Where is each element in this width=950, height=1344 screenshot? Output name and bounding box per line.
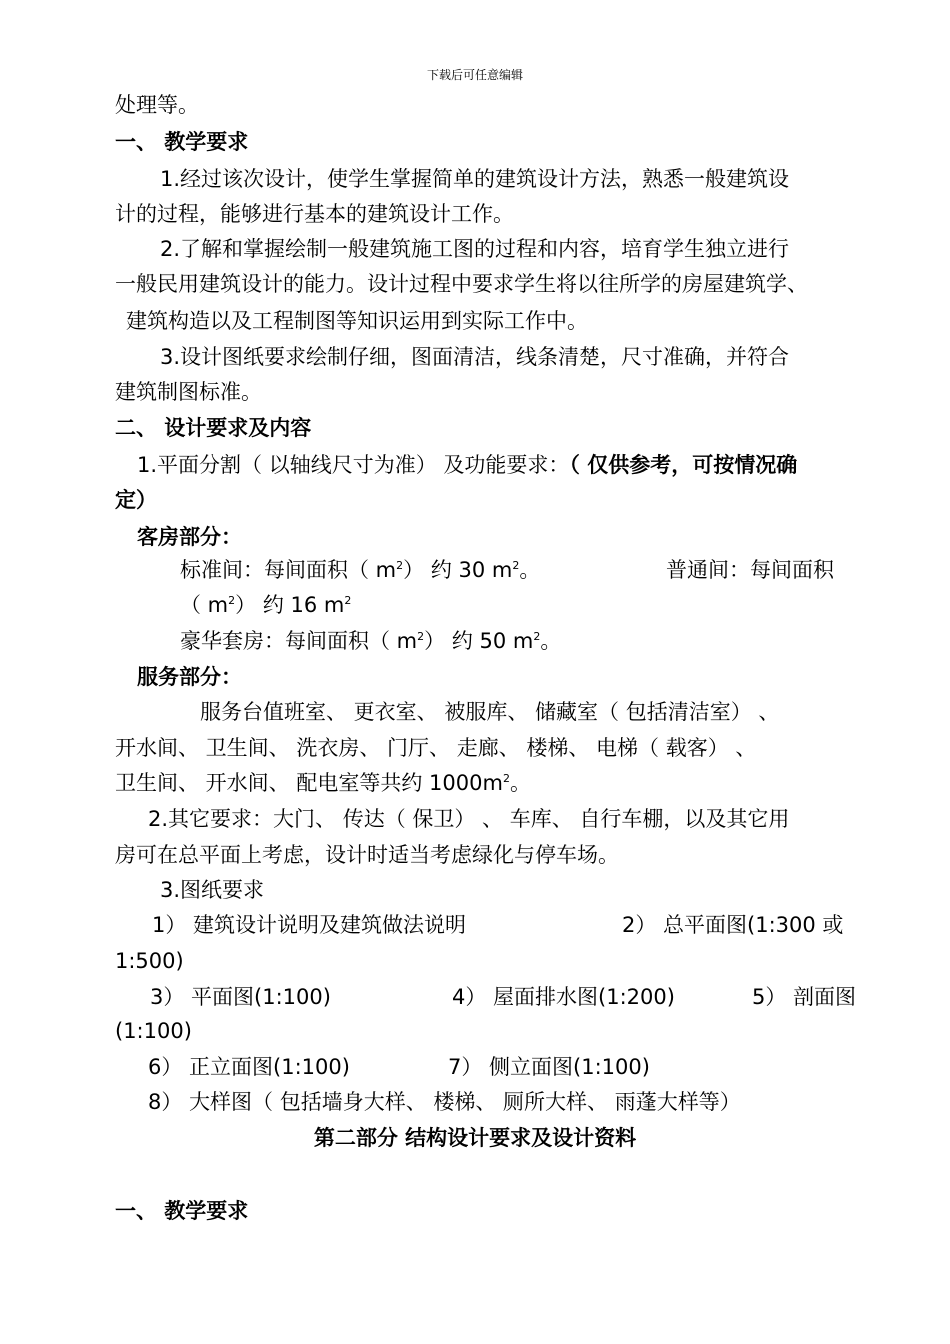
text-line: 2.了解和掌握绘制一般建筑施工图的过程和内容，培育学生独立进行 <box>160 237 790 261</box>
text-line: 1.经过该次设计，使学生掌握简单的建筑设计方法，熟悉一般建筑设 <box>160 167 790 191</box>
text-line: 2.其它要求：大门、 传达（ 保卫） 、 车库、 自行车棚，以及其它用 <box>148 807 790 831</box>
text-span: ） 约 16 m <box>235 593 345 617</box>
section-heading: 二、 设计要求及内容 <box>115 416 312 440</box>
drawing-item: 2） 总平面图(1:300 或 <box>622 913 844 937</box>
drawing-item: 8） 大样图（ 包括墙身大样、 楼梯、 厕所大样、 雨蓬大样等） <box>148 1090 741 1114</box>
superscript: 2 <box>512 559 520 572</box>
drawing-item: 1） 建筑设计说明及建筑做法说明 <box>152 913 467 937</box>
text-line <box>180 590 351 620</box>
note-bold: （ 仅供参考，可按情况确 <box>569 453 798 477</box>
text-line: 处理等。 <box>115 93 199 117</box>
text-line <box>137 450 797 480</box>
text-line: 3.设计图纸要求绘制仔细，图面清洁，线条清楚，尺寸准确，并符合 <box>160 345 790 369</box>
superscript: 2 <box>502 772 510 785</box>
drawing-item: 4） 屋面排水图(1:200) <box>452 985 675 1009</box>
page-header: 下载后可任意编辑 <box>426 68 523 82</box>
text-span: 。 <box>519 558 541 582</box>
drawing-item: 5） 剖面图 <box>752 985 857 1009</box>
drawing-item: 3） 平面图(1:100) <box>150 985 331 1009</box>
text-span: 豪华套房：每间面积（ m <box>180 629 418 653</box>
text-span: 。 <box>509 771 531 795</box>
text-line: 建筑构造以及工程制图等知识运用到实际工作中。 <box>126 309 588 333</box>
text-line: 3.图纸要求 <box>160 878 265 902</box>
note-bold: 定） <box>115 488 157 512</box>
text-span: 1.平面分割（ 以轴线尺寸为准） 及功能要求： <box>137 453 570 477</box>
text-line: 房可在总平面上考虑，设计时适当考虑绿化与停车场。 <box>115 843 619 867</box>
text-line: 一般民用建筑设计的能力。设计过程中要求学生将以往所学的房屋建筑学、 <box>115 272 808 296</box>
text-line: (1:100) <box>115 1019 192 1043</box>
text-line: 1:500) <box>115 949 184 973</box>
text-span: 标准间：每间面积（ m <box>180 558 397 582</box>
text-span: 卫生间、 开水间、 配电室等共约 1000m <box>115 771 503 795</box>
text-line: 普通间：每间面积 <box>666 558 834 582</box>
superscript: 2 <box>344 594 352 607</box>
part-title: 第二部分 结构设计要求及设计资料 <box>313 1126 637 1150</box>
superscript: 2 <box>228 594 236 607</box>
superscript: 2 <box>417 630 425 643</box>
subheading-services: 服务部分： <box>137 665 242 689</box>
text-line: 建筑制图标准。 <box>115 380 262 404</box>
text-span: 。 <box>540 629 562 653</box>
text-line: 开水间、 卫生间、 洗衣房、 门厅、 走廊、 楼梯、 电梯（ 载客） 、 <box>115 736 757 760</box>
drawing-item: 6） 正立面图(1:100) <box>148 1055 350 1079</box>
section-heading: 一、 教学要求 <box>115 130 249 154</box>
text-span: ） 约 50 m <box>424 629 534 653</box>
superscript: 2 <box>396 559 404 572</box>
text-line <box>115 768 531 798</box>
section-heading: 一、 教学要求 <box>115 1199 249 1223</box>
superscript: 2 <box>533 630 541 643</box>
text-line: 计的过程，能够进行基本的建筑设计工作。 <box>115 202 514 226</box>
text-span: （ m <box>180 593 229 617</box>
text-line <box>180 626 561 656</box>
drawing-item: 7） 侧立面图(1:100) <box>448 1055 650 1079</box>
text-line: 服务台值班室、 更衣室、 被服库、 储藏室（ 包括清洁室） 、 <box>200 700 780 724</box>
text-line <box>180 555 540 585</box>
subheading-rooms: 客房部分： <box>137 525 242 549</box>
text-span: ） 约 30 m <box>403 558 513 582</box>
